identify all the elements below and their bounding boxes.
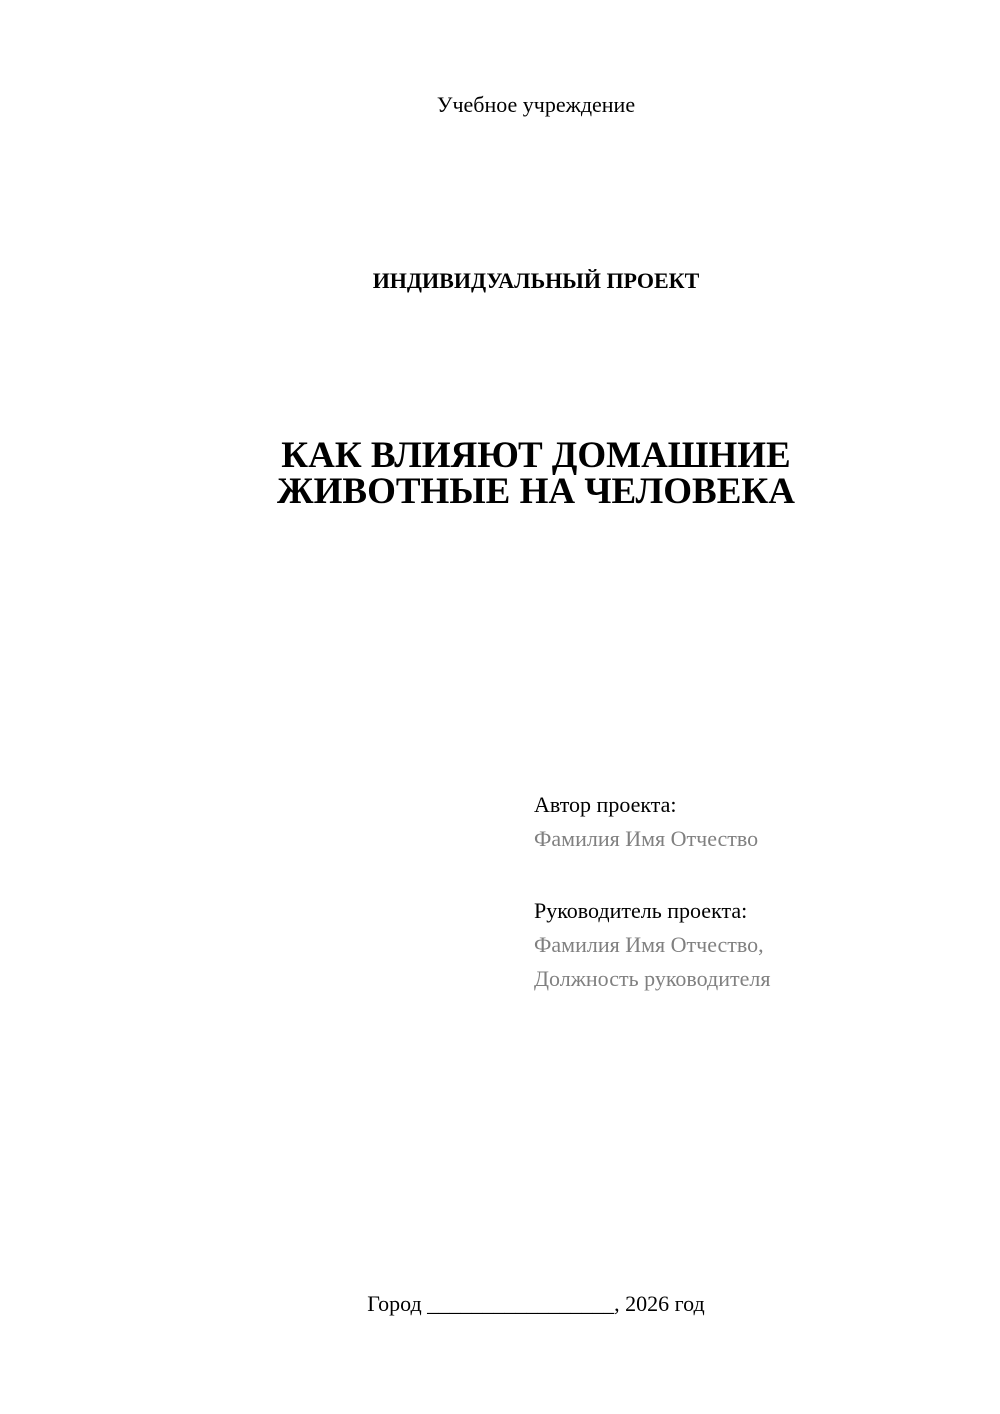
city-label: Город <box>367 1291 422 1316</box>
author-name: Фамилия Имя Отчество <box>534 826 759 851</box>
author-label: Автор проекта: <box>534 792 677 817</box>
institution-name: Учебное учреждение <box>436 92 636 117</box>
year-text: , 2026 год <box>614 1291 705 1316</box>
project-credits <box>534 788 974 996</box>
project-title-line-2: ЖИВОТНЫЕ НА ЧЕЛОВЕКА <box>277 471 795 512</box>
project-title-line-1: КАК ВЛИЯЮТ ДОМАШНИЕ <box>281 435 791 476</box>
supervisor-name: Фамилия Имя Отчество, <box>534 932 764 957</box>
project-title <box>0 435 1000 512</box>
city-year-line <box>0 1290 1000 1318</box>
supervisor-label: Руководитель проекта: <box>534 898 748 923</box>
city-blank: _________________ <box>427 1291 615 1316</box>
credits-spacer <box>534 856 974 894</box>
supervisor-position: Должность руководителя <box>534 966 771 991</box>
document-type: ИНДИВИДУАЛЬНЫЙ ПРОЕКТ <box>372 268 700 293</box>
